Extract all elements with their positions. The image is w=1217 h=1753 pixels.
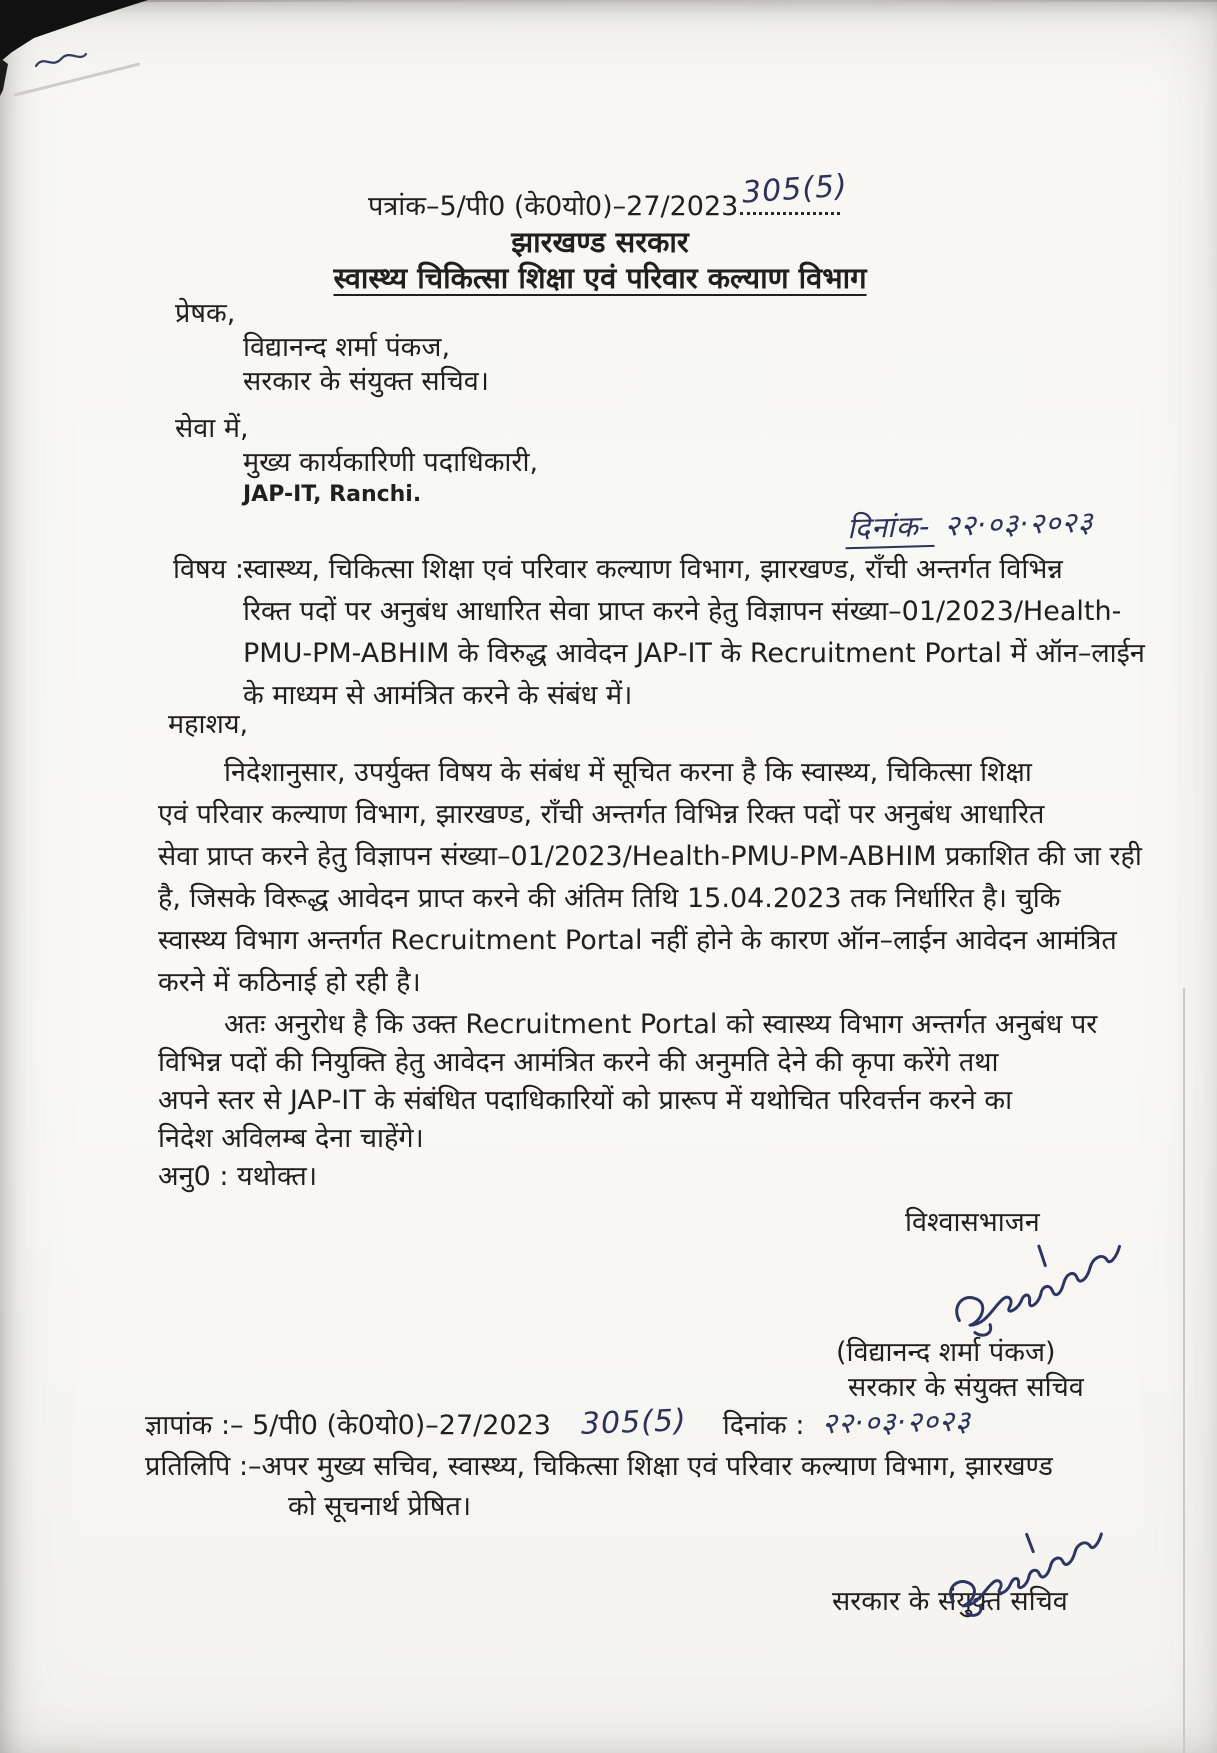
text-line: निदेशानुसार, उपर्युक्त विषय के संबंध में सूचित करना है कि स्वास्थ्य, चिकित्सा शिक्षा (224, 757, 1032, 788)
signature-scribble (943, 1227, 1144, 1349)
text-line: PMU-PM-ABHIM के विरुद्ध आवेदन JAP-IT के Recruitment Portal में ऑन–लाईन (243, 638, 1145, 669)
sender-label: प्रेषक, (175, 298, 236, 329)
memo-printed: ज्ञापांक :– 5/पी0 (के0यो0)–27/2023 (145, 1410, 551, 1441)
signatory-name: (विद्यानन्द शर्मा पंकज) (836, 1337, 1056, 1368)
scan-corner-sliver (0, 58, 10, 96)
government-title: झारखण्ड सरकार (511, 225, 689, 259)
subject-text (243, 553, 1145, 721)
footer-signatory-designation: सरकार के संयुक्त सचिव (832, 1586, 1068, 1617)
memo-line (145, 1403, 972, 1444)
text-line: निदेश अविलम्ब देना चाहेंगे। (158, 1123, 424, 1154)
memo-handwritten-number: 305(5) (580, 1403, 688, 1442)
pen-squiggle-mark (34, 48, 88, 74)
sender-designation: सरकार के संयुक्त सचिव। (243, 366, 489, 397)
memo-handwritten-date: २२·०३·२०२३ (822, 1403, 972, 1441)
handwritten-ref-number: 305(5) (740, 168, 849, 211)
memo-date-label: दिनांक : (722, 1410, 805, 1441)
handwritten-date-label: दिनांक- (845, 509, 935, 549)
body-paragraph-1 (158, 756, 1142, 1008)
text-line: है, जिसके विरूद्ध आवेदन प्राप्त करने की अंतिम तिथि 15.04.2023 तक निर्धारित है। चुकि (158, 883, 1061, 914)
reference-number-printed: पत्रांक–5/पी0 (के0यो0)–27/2023 (368, 191, 739, 222)
handwritten-date-value: २२·०३·२०२३ (944, 504, 1094, 543)
recipient-name: मुख्य कार्यकारिणी पदाधिकारी, (243, 447, 539, 478)
text-line: सेवा प्राप्त करने हेतु विज्ञापन संख्या–01/2023/Health-PMU-PM-ABHIM प्रकाशित की जा रही (158, 841, 1142, 872)
copy-line-2: को सूचनार्थ प्रेषित। (288, 1491, 472, 1522)
enclosure-note: अनु0 : यथोक्त। (158, 1161, 318, 1192)
handwritten-date-top (845, 502, 1094, 547)
text-line: रिक्त पदों पर अनुबंध आधारित सेवा प्राप्त करने हेतु विज्ञापन संख्या–01/2023/Health- (243, 596, 1122, 627)
text-line: करने में कठिनाई हो रही है। (158, 967, 421, 998)
signatory-designation: सरकार के संयुक्त सचिव (848, 1372, 1084, 1403)
text-line: स्वास्थ्य विभाग अन्तर्गत Recruitment Portal नहीं होने के कारण ऑन–लाईन आवेदन आमंत्रित (158, 925, 1117, 956)
text-line: अतः अनुरोध है कि उक्त Recruitment Portal को स्वास्थ्य विभाग अन्तर्गत अनुबंध पर (224, 1009, 1098, 1040)
text-line: एवं परिवार कल्याण विभाग, झारखण्ड, राँची अन्तर्गत विभिन्न रिक्त पदों पर अनुबंध आधारित (158, 799, 1045, 830)
text-line: स्वास्थ्य, चिकित्सा शिक्षा एवं परिवार कल्याण विभाग, झारखण्ड, राँची अन्तर्गत विभिन्न (243, 554, 1063, 585)
body-paragraph-2 (158, 1008, 1097, 1160)
scan-right-streak (1183, 988, 1185, 1753)
copy-line-1: प्रतिलिपि :–अपर मुख्य सचिव, स्वास्थ्य, चिकित्सा शिक्षा एवं परिवार कल्याण विभाग, झारखण्ड (145, 1451, 1053, 1482)
signature-scribble-footer (937, 1516, 1127, 1628)
recipient-org: JAP-IT, Ranchi. (243, 482, 422, 507)
text-line: अपने स्तर से JAP-IT के संबंधित पदाधिकारियों को प्रारूप में यथोचित परिवर्त्तन करने का (158, 1085, 1013, 1116)
department-title: स्वास्थ्य चिकित्सा शिक्षा एवं परिवार कल्याण विभाग (333, 261, 867, 295)
subject-label: विषय : (173, 554, 244, 585)
scan-top-edge-shadow (0, 0, 1217, 2)
sender-name: विद्यानन्द शर्मा पंकज, (243, 332, 451, 363)
text-line: के माध्यम से आमंत्रित करने के संबंध में। (243, 680, 633, 711)
recipient-label: सेवा में, (175, 413, 249, 444)
salutation: महाशय, (168, 709, 249, 740)
valediction: विश्वासभाजन (905, 1207, 1040, 1238)
text-line: विभिन्न पदों की नियुक्ति हेतु आवेदन आमंत्रित करने की अनुमति देने की कृपा करेंगे तथा (158, 1047, 999, 1078)
